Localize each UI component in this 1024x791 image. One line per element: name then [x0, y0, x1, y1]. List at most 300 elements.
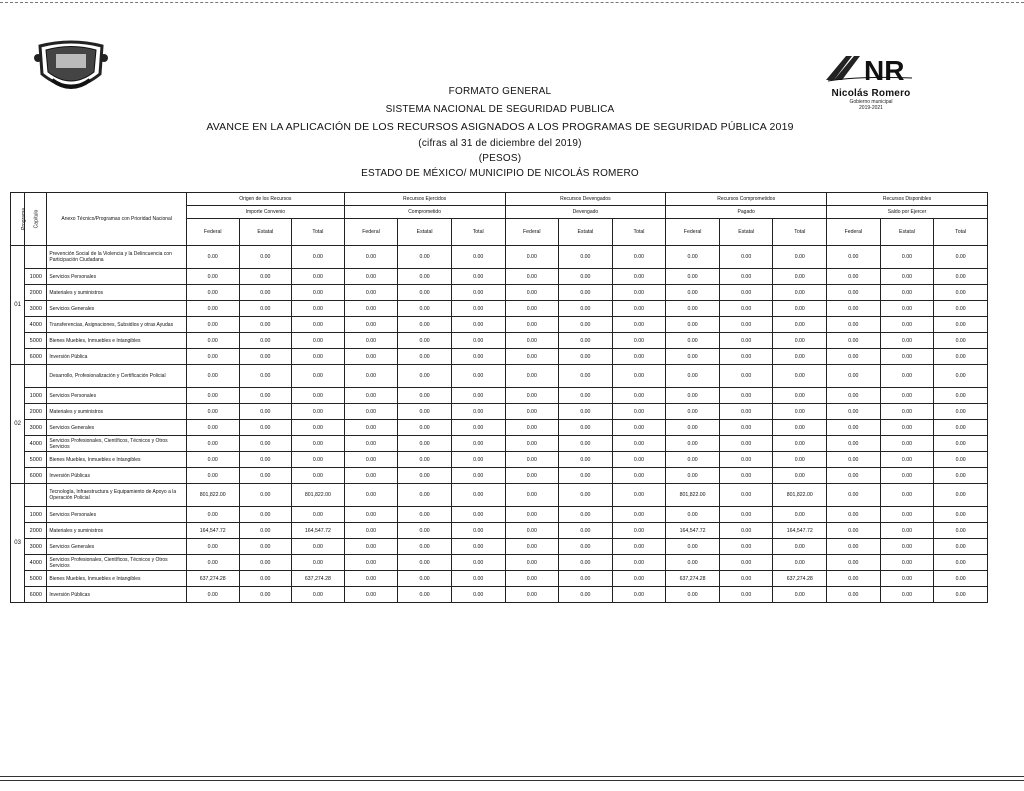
value-cell: 0.00 — [239, 404, 292, 420]
value-cell: 0.00 — [186, 587, 239, 603]
value-cell: 0.00 — [398, 452, 452, 468]
value-cell: 0.00 — [559, 404, 613, 420]
header-group-title: Recursos Devengados — [505, 193, 666, 206]
program-number: 01 — [11, 246, 25, 365]
value-cell: 0.00 — [344, 333, 398, 349]
value-cell: 0.00 — [292, 507, 345, 523]
value-cell: 0.00 — [827, 555, 881, 571]
concept-cell: Servicios Profesionales, Científicos, Técnicos y Otros Servicios — [47, 436, 187, 452]
value-cell: 0.00 — [719, 571, 773, 587]
chapter-code: 4000 — [25, 436, 47, 452]
table-row — [11, 301, 988, 317]
header-capitulo — [25, 193, 47, 246]
title-formato-general: FORMATO GENERAL — [448, 86, 552, 97]
value-cell: 801,822.00 — [186, 484, 239, 507]
header-col: Total — [773, 219, 827, 246]
value-cell: 0.00 — [612, 484, 666, 507]
table-row — [11, 420, 988, 436]
top-border — [0, 2, 1024, 3]
value-cell: 0.00 — [880, 468, 934, 484]
value-cell: 0.00 — [719, 555, 773, 571]
value-cell: 0.00 — [451, 571, 505, 587]
header-row-groups — [11, 193, 988, 206]
value-cell: 0.00 — [344, 269, 398, 285]
value-cell: 0.00 — [186, 333, 239, 349]
value-cell: 0.00 — [186, 285, 239, 301]
header-capitulo-label: Capítulo — [33, 209, 40, 229]
value-cell: 0.00 — [880, 555, 934, 571]
concept-cell: Prevención Social de la Violencia y la Delincuencia con Participación Ciudadana — [47, 246, 187, 269]
value-cell: 0.00 — [934, 365, 988, 388]
value-cell: 0.00 — [827, 285, 881, 301]
value-cell: 0.00 — [880, 420, 934, 436]
value-cell: 0.00 — [344, 436, 398, 452]
value-cell: 0.00 — [451, 317, 505, 333]
concept-cell: Tecnología, Infraestructura y Equipamiento de Apoyo a la Operación Policial — [47, 484, 187, 507]
value-cell: 0.00 — [398, 333, 452, 349]
value-cell: 0.00 — [827, 507, 881, 523]
header-col: Estatal — [398, 219, 452, 246]
title-avance: AVANCE EN LA APLICACIÓN DE LOS RECURSOS ASIGNADOS A LOS PROGRAMAS DE SEGURIDAD PÚBLICA 2019 — [206, 121, 794, 133]
concept-cell: Servicios Personales — [47, 269, 187, 285]
value-cell: 164,547.72 — [186, 523, 239, 539]
value-cell: 0.00 — [773, 436, 827, 452]
title-pesos: (PESOS) — [478, 153, 522, 164]
chapter-code: 4000 — [25, 317, 47, 333]
value-cell: 0.00 — [934, 301, 988, 317]
value-cell: 0.00 — [344, 285, 398, 301]
value-cell: 0.00 — [186, 539, 239, 555]
value-cell: 0.00 — [666, 420, 720, 436]
value-cell: 0.00 — [612, 333, 666, 349]
value-cell: 0.00 — [186, 349, 239, 365]
value-cell: 0.00 — [505, 246, 559, 269]
value-cell: 0.00 — [451, 555, 505, 571]
value-cell: 164,547.72 — [666, 523, 720, 539]
value-cell: 0.00 — [559, 468, 613, 484]
value-cell: 0.00 — [398, 246, 452, 269]
value-cell: 0.00 — [612, 436, 666, 452]
header-group-sub: Pagado — [666, 206, 827, 219]
value-cell: 0.00 — [880, 269, 934, 285]
concept-cell: Materiales y suministros — [47, 523, 187, 539]
value-cell: 0.00 — [559, 333, 613, 349]
value-cell: 637,274.28 — [773, 571, 827, 587]
value-cell: 0.00 — [186, 404, 239, 420]
value-cell: 0.00 — [773, 420, 827, 436]
header-group-sub: Importe Convenio — [186, 206, 344, 219]
value-cell: 0.00 — [612, 452, 666, 468]
value-cell: 0.00 — [505, 587, 559, 603]
chapter-code: 1000 — [25, 388, 47, 404]
value-cell: 0.00 — [719, 468, 773, 484]
value-cell: 164,547.72 — [773, 523, 827, 539]
value-cell: 0.00 — [186, 436, 239, 452]
value-cell: 0.00 — [934, 571, 988, 587]
concept-cell: Servicios Personales — [47, 507, 187, 523]
value-cell: 0.00 — [398, 388, 452, 404]
value-cell: 0.00 — [239, 468, 292, 484]
value-cell: 0.00 — [451, 333, 505, 349]
value-cell: 0.00 — [186, 365, 239, 388]
value-cell: 0.00 — [451, 365, 505, 388]
value-cell: 0.00 — [719, 333, 773, 349]
logo-mark: NR — [864, 55, 905, 86]
value-cell: 0.00 — [773, 301, 827, 317]
chapter-code: 2000 — [25, 523, 47, 539]
logo-name: Nicolás Romero — [831, 88, 911, 99]
value-cell: 0.00 — [344, 420, 398, 436]
value-cell: 0.00 — [292, 420, 345, 436]
value-cell: 0.00 — [719, 388, 773, 404]
value-cell: 0.00 — [186, 507, 239, 523]
value-cell: 0.00 — [398, 285, 452, 301]
table-row — [11, 317, 988, 333]
value-cell: 0.00 — [666, 507, 720, 523]
value-cell: 0.00 — [612, 571, 666, 587]
header-group-title: Recursos Ejercidos — [344, 193, 505, 206]
value-cell: 0.00 — [239, 555, 292, 571]
header-col: Federal — [666, 219, 720, 246]
concept-cell: Servicios Generales — [47, 301, 187, 317]
value-cell: 0.00 — [451, 269, 505, 285]
value-cell: 0.00 — [398, 523, 452, 539]
value-cell: 0.00 — [451, 587, 505, 603]
value-cell: 0.00 — [559, 539, 613, 555]
table-row — [11, 555, 988, 571]
value-cell: 0.00 — [344, 452, 398, 468]
value-cell: 0.00 — [344, 365, 398, 388]
value-cell: 0.00 — [505, 420, 559, 436]
value-cell: 0.00 — [559, 436, 613, 452]
value-cell: 0.00 — [451, 452, 505, 468]
value-cell: 0.00 — [398, 301, 452, 317]
value-cell: 164,547.72 — [292, 523, 345, 539]
header-concepto: Anexo Técnico/Programas con Prioridad Nacional — [47, 193, 187, 246]
value-cell: 0.00 — [451, 484, 505, 507]
value-cell: 0.00 — [559, 349, 613, 365]
value-cell: 0.00 — [239, 365, 292, 388]
value-cell: 0.00 — [934, 388, 988, 404]
value-cell: 0.00 — [827, 452, 881, 468]
value-cell: 0.00 — [827, 587, 881, 603]
value-cell: 0.00 — [239, 420, 292, 436]
logo-tagline: Gobierno municipal 2019-2021 — [849, 99, 893, 111]
table-row — [11, 269, 988, 285]
table-row — [11, 452, 988, 468]
value-cell: 0.00 — [934, 468, 988, 484]
value-cell: 0.00 — [239, 523, 292, 539]
value-cell: 0.00 — [239, 301, 292, 317]
value-cell: 0.00 — [505, 452, 559, 468]
value-cell: 0.00 — [666, 365, 720, 388]
value-cell: 0.00 — [451, 388, 505, 404]
header-group-title: Origen de los Recursos — [186, 193, 344, 206]
value-cell: 0.00 — [344, 301, 398, 317]
value-cell: 0.00 — [292, 452, 345, 468]
value-cell: 0.00 — [827, 388, 881, 404]
value-cell: 0.00 — [505, 507, 559, 523]
value-cell: 0.00 — [934, 587, 988, 603]
concept-cell: Bienes Muebles, Inmuebles e Intangibles — [47, 571, 187, 587]
chapter-code: 2000 — [25, 285, 47, 301]
value-cell: 0.00 — [451, 349, 505, 365]
value-cell: 0.00 — [239, 587, 292, 603]
value-cell: 0.00 — [934, 246, 988, 269]
value-cell: 0.00 — [451, 404, 505, 420]
chapter-code: 4000 — [25, 555, 47, 571]
value-cell: 0.00 — [239, 246, 292, 269]
value-cell: 0.00 — [934, 317, 988, 333]
value-cell: 0.00 — [666, 468, 720, 484]
value-cell: 0.00 — [505, 333, 559, 349]
chapter-code: 5000 — [25, 333, 47, 349]
value-cell: 0.00 — [880, 404, 934, 420]
value-cell: 0.00 — [827, 420, 881, 436]
value-cell: 0.00 — [186, 468, 239, 484]
value-cell: 0.00 — [880, 388, 934, 404]
value-cell: 0.00 — [934, 404, 988, 420]
value-cell: 0.00 — [827, 301, 881, 317]
value-cell: 0.00 — [934, 484, 988, 507]
value-cell: 0.00 — [505, 436, 559, 452]
value-cell: 0.00 — [773, 285, 827, 301]
value-cell: 0.00 — [612, 523, 666, 539]
value-cell: 0.00 — [292, 404, 345, 420]
value-cell: 0.00 — [827, 246, 881, 269]
value-cell: 0.00 — [719, 404, 773, 420]
value-cell: 0.00 — [827, 404, 881, 420]
header-programa-label: Programa — [20, 208, 27, 230]
value-cell: 0.00 — [292, 317, 345, 333]
resources-table — [10, 192, 988, 603]
value-cell: 0.00 — [559, 246, 613, 269]
table-row — [11, 388, 988, 404]
value-cell: 0.00 — [186, 301, 239, 317]
value-cell: 0.00 — [773, 555, 827, 571]
value-cell: 0.00 — [827, 436, 881, 452]
header-programa — [11, 193, 25, 246]
value-cell: 0.00 — [612, 587, 666, 603]
header-col: Estatal — [880, 219, 934, 246]
value-cell: 0.00 — [666, 246, 720, 269]
value-cell: 0.00 — [827, 365, 881, 388]
value-cell: 0.00 — [292, 349, 345, 365]
value-cell: 0.00 — [292, 301, 345, 317]
value-cell: 0.00 — [239, 269, 292, 285]
value-cell: 0.00 — [880, 349, 934, 365]
value-cell: 0.00 — [612, 468, 666, 484]
value-cell: 0.00 — [398, 269, 452, 285]
value-cell: 0.00 — [719, 285, 773, 301]
value-cell: 0.00 — [612, 539, 666, 555]
title-estado: ESTADO DE MÉXICO/ MUNICIPIO DE NICOLÁS ROMERO — [361, 168, 639, 179]
value-cell: 0.00 — [773, 317, 827, 333]
concept-cell: Bienes Muebles, Inmuebles e Intangibles — [47, 452, 187, 468]
chapter-code: 3000 — [25, 539, 47, 555]
value-cell: 0.00 — [505, 484, 559, 507]
value-cell: 0.00 — [719, 420, 773, 436]
value-cell: 0.00 — [827, 349, 881, 365]
value-cell: 0.00 — [934, 285, 988, 301]
value-cell: 0.00 — [505, 468, 559, 484]
value-cell: 0.00 — [344, 468, 398, 484]
value-cell: 0.00 — [773, 246, 827, 269]
value-cell: 0.00 — [505, 555, 559, 571]
value-cell: 0.00 — [344, 507, 398, 523]
header-col: Estatal — [559, 219, 613, 246]
table-row — [11, 365, 988, 388]
value-cell: 0.00 — [559, 523, 613, 539]
value-cell: 0.00 — [773, 269, 827, 285]
value-cell: 0.00 — [398, 436, 452, 452]
table-row — [11, 539, 988, 555]
concept-cell: Servicios Profesionales, Científicos, Técnicos y Otros Servicios — [47, 555, 187, 571]
value-cell: 0.00 — [559, 555, 613, 571]
chapter-code: 2000 — [25, 404, 47, 420]
value-cell: 0.00 — [292, 468, 345, 484]
value-cell: 0.00 — [398, 555, 452, 571]
value-cell: 801,822.00 — [773, 484, 827, 507]
concept-cell: Inversión Públicas — [47, 587, 187, 603]
value-cell: 0.00 — [773, 507, 827, 523]
header-col: Total — [612, 219, 666, 246]
value-cell: 0.00 — [666, 301, 720, 317]
concept-cell: Servicios Generales — [47, 420, 187, 436]
value-cell: 0.00 — [773, 349, 827, 365]
value-cell: 0.00 — [344, 539, 398, 555]
value-cell: 0.00 — [292, 269, 345, 285]
value-cell: 0.00 — [827, 317, 881, 333]
value-cell: 0.00 — [292, 436, 345, 452]
value-cell: 0.00 — [505, 523, 559, 539]
concept-cell: Servicios Generales — [47, 539, 187, 555]
value-cell: 0.00 — [612, 388, 666, 404]
program-number: 02 — [11, 365, 25, 484]
value-cell: 0.00 — [880, 436, 934, 452]
table-row — [11, 285, 988, 301]
value-cell: 0.00 — [239, 484, 292, 507]
value-cell: 0.00 — [186, 269, 239, 285]
concept-cell: Desarrollo, Profesionalización y Certificación Policial — [47, 365, 187, 388]
value-cell: 0.00 — [666, 436, 720, 452]
value-cell: 0.00 — [612, 301, 666, 317]
value-cell: 0.00 — [612, 317, 666, 333]
value-cell: 0.00 — [880, 365, 934, 388]
concept-cell: Materiales y suministros — [47, 404, 187, 420]
value-cell: 801,822.00 — [666, 484, 720, 507]
value-cell: 0.00 — [292, 555, 345, 571]
value-cell: 0.00 — [559, 301, 613, 317]
header-col: Estatal — [719, 219, 773, 246]
value-cell: 0.00 — [773, 404, 827, 420]
concept-cell: Transferencias, Asignaciones, Subsidios y otras Ayudas — [47, 317, 187, 333]
header-group-title: Recursos Disponibles — [827, 193, 988, 206]
value-cell: 0.00 — [666, 388, 720, 404]
value-cell: 0.00 — [451, 507, 505, 523]
value-cell: 0.00 — [451, 523, 505, 539]
value-cell: 0.00 — [934, 333, 988, 349]
value-cell: 0.00 — [398, 539, 452, 555]
value-cell: 0.00 — [559, 317, 613, 333]
concept-cell: Bienes Muebles, Inmuebles e Intangibles — [47, 333, 187, 349]
chapter-code: 5000 — [25, 571, 47, 587]
value-cell: 0.00 — [451, 301, 505, 317]
value-cell: 0.00 — [827, 571, 881, 587]
value-cell: 0.00 — [292, 365, 345, 388]
value-cell: 0.00 — [292, 388, 345, 404]
value-cell: 0.00 — [451, 285, 505, 301]
value-cell: 0.00 — [612, 269, 666, 285]
value-cell: 0.00 — [880, 523, 934, 539]
state-seal-icon — [32, 38, 110, 98]
value-cell: 0.00 — [398, 507, 452, 523]
value-cell: 0.00 — [666, 285, 720, 301]
value-cell: 0.00 — [398, 349, 452, 365]
value-cell: 801,822.00 — [292, 484, 345, 507]
value-cell: 0.00 — [827, 539, 881, 555]
concept-cell: Inversión Públicas — [47, 468, 187, 484]
chapter-code — [25, 484, 47, 507]
value-cell: 0.00 — [451, 436, 505, 452]
value-cell: 0.00 — [398, 317, 452, 333]
value-cell: 0.00 — [186, 317, 239, 333]
value-cell: 0.00 — [292, 539, 345, 555]
value-cell: 0.00 — [559, 571, 613, 587]
chapter-code — [25, 365, 47, 388]
header-col: Estatal — [239, 219, 292, 246]
value-cell: 0.00 — [880, 452, 934, 468]
value-cell: 0.00 — [186, 420, 239, 436]
header-col: Total — [934, 219, 988, 246]
value-cell: 0.00 — [344, 523, 398, 539]
value-cell: 0.00 — [398, 571, 452, 587]
value-cell: 0.00 — [773, 539, 827, 555]
title-sistema: SISTEMA NACIONAL DE SEGURIDAD PUBLICA — [385, 104, 615, 115]
value-cell: 0.00 — [505, 365, 559, 388]
value-cell: 637,274.28 — [666, 571, 720, 587]
value-cell: 0.00 — [344, 246, 398, 269]
value-cell: 0.00 — [773, 365, 827, 388]
value-cell: 0.00 — [292, 285, 345, 301]
table-row — [11, 484, 988, 507]
value-cell: 0.00 — [719, 523, 773, 539]
value-cell: 0.00 — [559, 484, 613, 507]
value-cell: 0.00 — [239, 388, 292, 404]
value-cell: 0.00 — [612, 349, 666, 365]
value-cell: 0.00 — [827, 269, 881, 285]
value-cell: 0.00 — [612, 507, 666, 523]
value-cell: 0.00 — [612, 404, 666, 420]
value-cell: 0.00 — [239, 436, 292, 452]
value-cell: 0.00 — [666, 539, 720, 555]
value-cell: 0.00 — [344, 317, 398, 333]
chapter-code: 1000 — [25, 269, 47, 285]
value-cell: 0.00 — [880, 539, 934, 555]
value-cell: 0.00 — [398, 365, 452, 388]
table-row — [11, 571, 988, 587]
value-cell: 0.00 — [505, 571, 559, 587]
value-cell: 0.00 — [666, 317, 720, 333]
value-cell: 0.00 — [880, 507, 934, 523]
value-cell: 637,274.28 — [292, 571, 345, 587]
value-cell: 0.00 — [398, 468, 452, 484]
value-cell: 0.00 — [719, 484, 773, 507]
value-cell: 0.00 — [239, 452, 292, 468]
value-cell: 0.00 — [827, 468, 881, 484]
value-cell: 0.00 — [451, 468, 505, 484]
title-cifras: (cifras al 31 de diciembre del 2019) — [418, 138, 582, 149]
